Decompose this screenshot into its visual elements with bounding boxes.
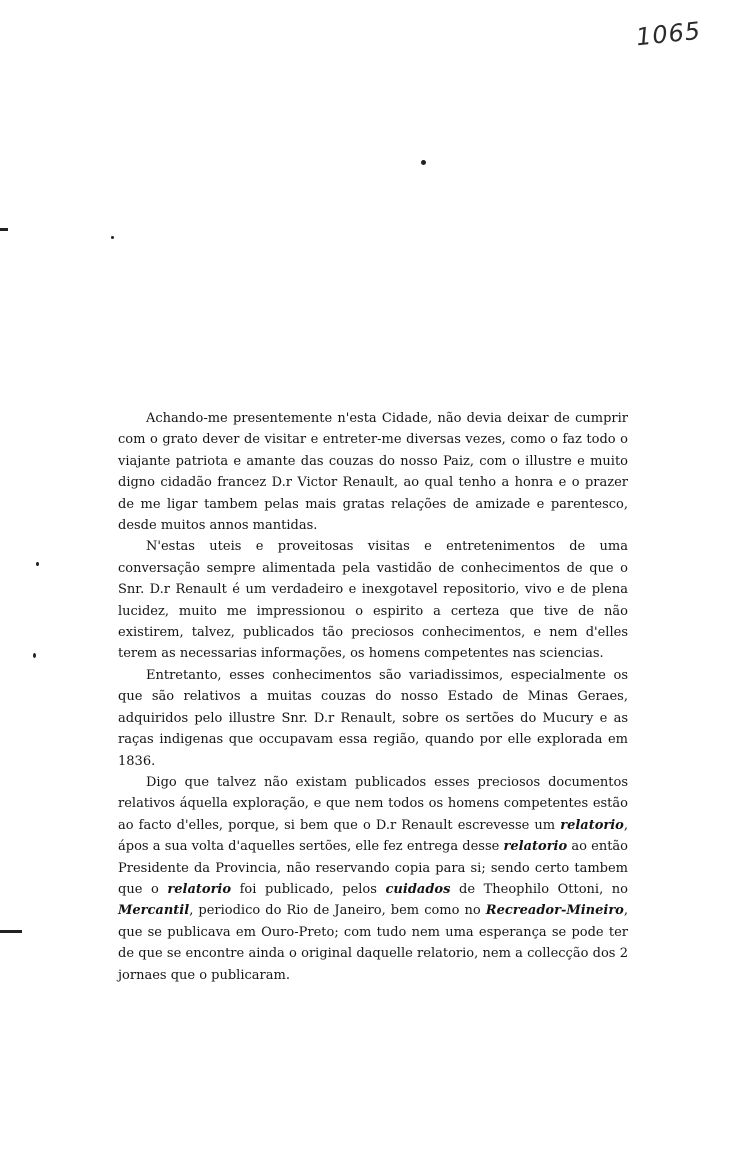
scan-speck [111, 236, 114, 239]
italic-term: Recreador-Mineiro [485, 903, 624, 919]
paragraph: Entretanto, esses conhecimentos são variadissimos, especialmente os que são relativos a muitas couzas do nosso Estado de Minas Geraes, adquiridos pelo illustre Snr. D.r Renault, sobre os sertões do Mucury e as raças indigenas que occupavam essa região, quando por elle explorada em 1836. [118, 667, 628, 769]
paragraph: N'estas uteis e proveitosas visitas e entretenimentos de uma conversação sempre alimentada pela vastidão de conhecimentos de que o Snr. D.r Renault é um verdadeiro e inexgotavel repositorio, vivo e de plena lucidez, muito me impressionou o espirito a certeza que tive de não existirem, talvez, publicados tão preciosos conhecimentos, e nem d'elles terem as necessarias informações, os homens competentes nas sciencias. [118, 539, 628, 662]
italic-term: relatorio [503, 839, 568, 855]
scan-edge-mark [0, 228, 8, 231]
paragraph: Achando-me presentemente n'esta Cidade, não devia deixar de cumprir com o grato dever de visitar e entreter-me diversas vezes, como o faz todo o viajante patriota e amante das couzas do nosso Paiz, com o illustre e muito digno cidadão francez D.r Victor Renault, ao qual tenho a honra e o prazer de me ligar tambem pelas mais gratas relações de amizade e parentesco, desde muitos annos mantidas. [118, 411, 628, 534]
scan-speck [33, 653, 36, 658]
page-number: 1065 [634, 16, 703, 52]
italic-term: relatorio [560, 817, 624, 833]
paragraph: Digo que talvez não existam publicados esses preciosos documentos relativos áquella exploração, e que nem todos os homens competentes estão ao facto d'elles, porque, si bem que o D.r Renault escrevesse um relatorio, ápos a sua volta d'aquelles sertões, elle fez entrega desse relatorio ao então Presidente da Provincia, não reservando copia para si; sendo certo tambem que o relatorio foi publicado, pelos cuidados de Theophilo Ottoni, no Mercantil, periodico do Rio de Janeiro, bem como no Recreador-Mineiro, que se publicava em Ouro-Preto; com tudo nem uma esperança se pode ter de que se encontre ainda o original daquelle relatorio, nem a collecção dos 2 jornaes que o publicaram. [118, 774, 628, 983]
italic-term: relatorio [167, 881, 232, 897]
italic-term: cuidados [385, 881, 451, 897]
scan-edge-mark [0, 930, 22, 933]
scan-speck [36, 562, 39, 566]
scan-speck [421, 160, 426, 165]
italic-term: Mercantil [118, 903, 190, 919]
body-text [118, 408, 628, 986]
